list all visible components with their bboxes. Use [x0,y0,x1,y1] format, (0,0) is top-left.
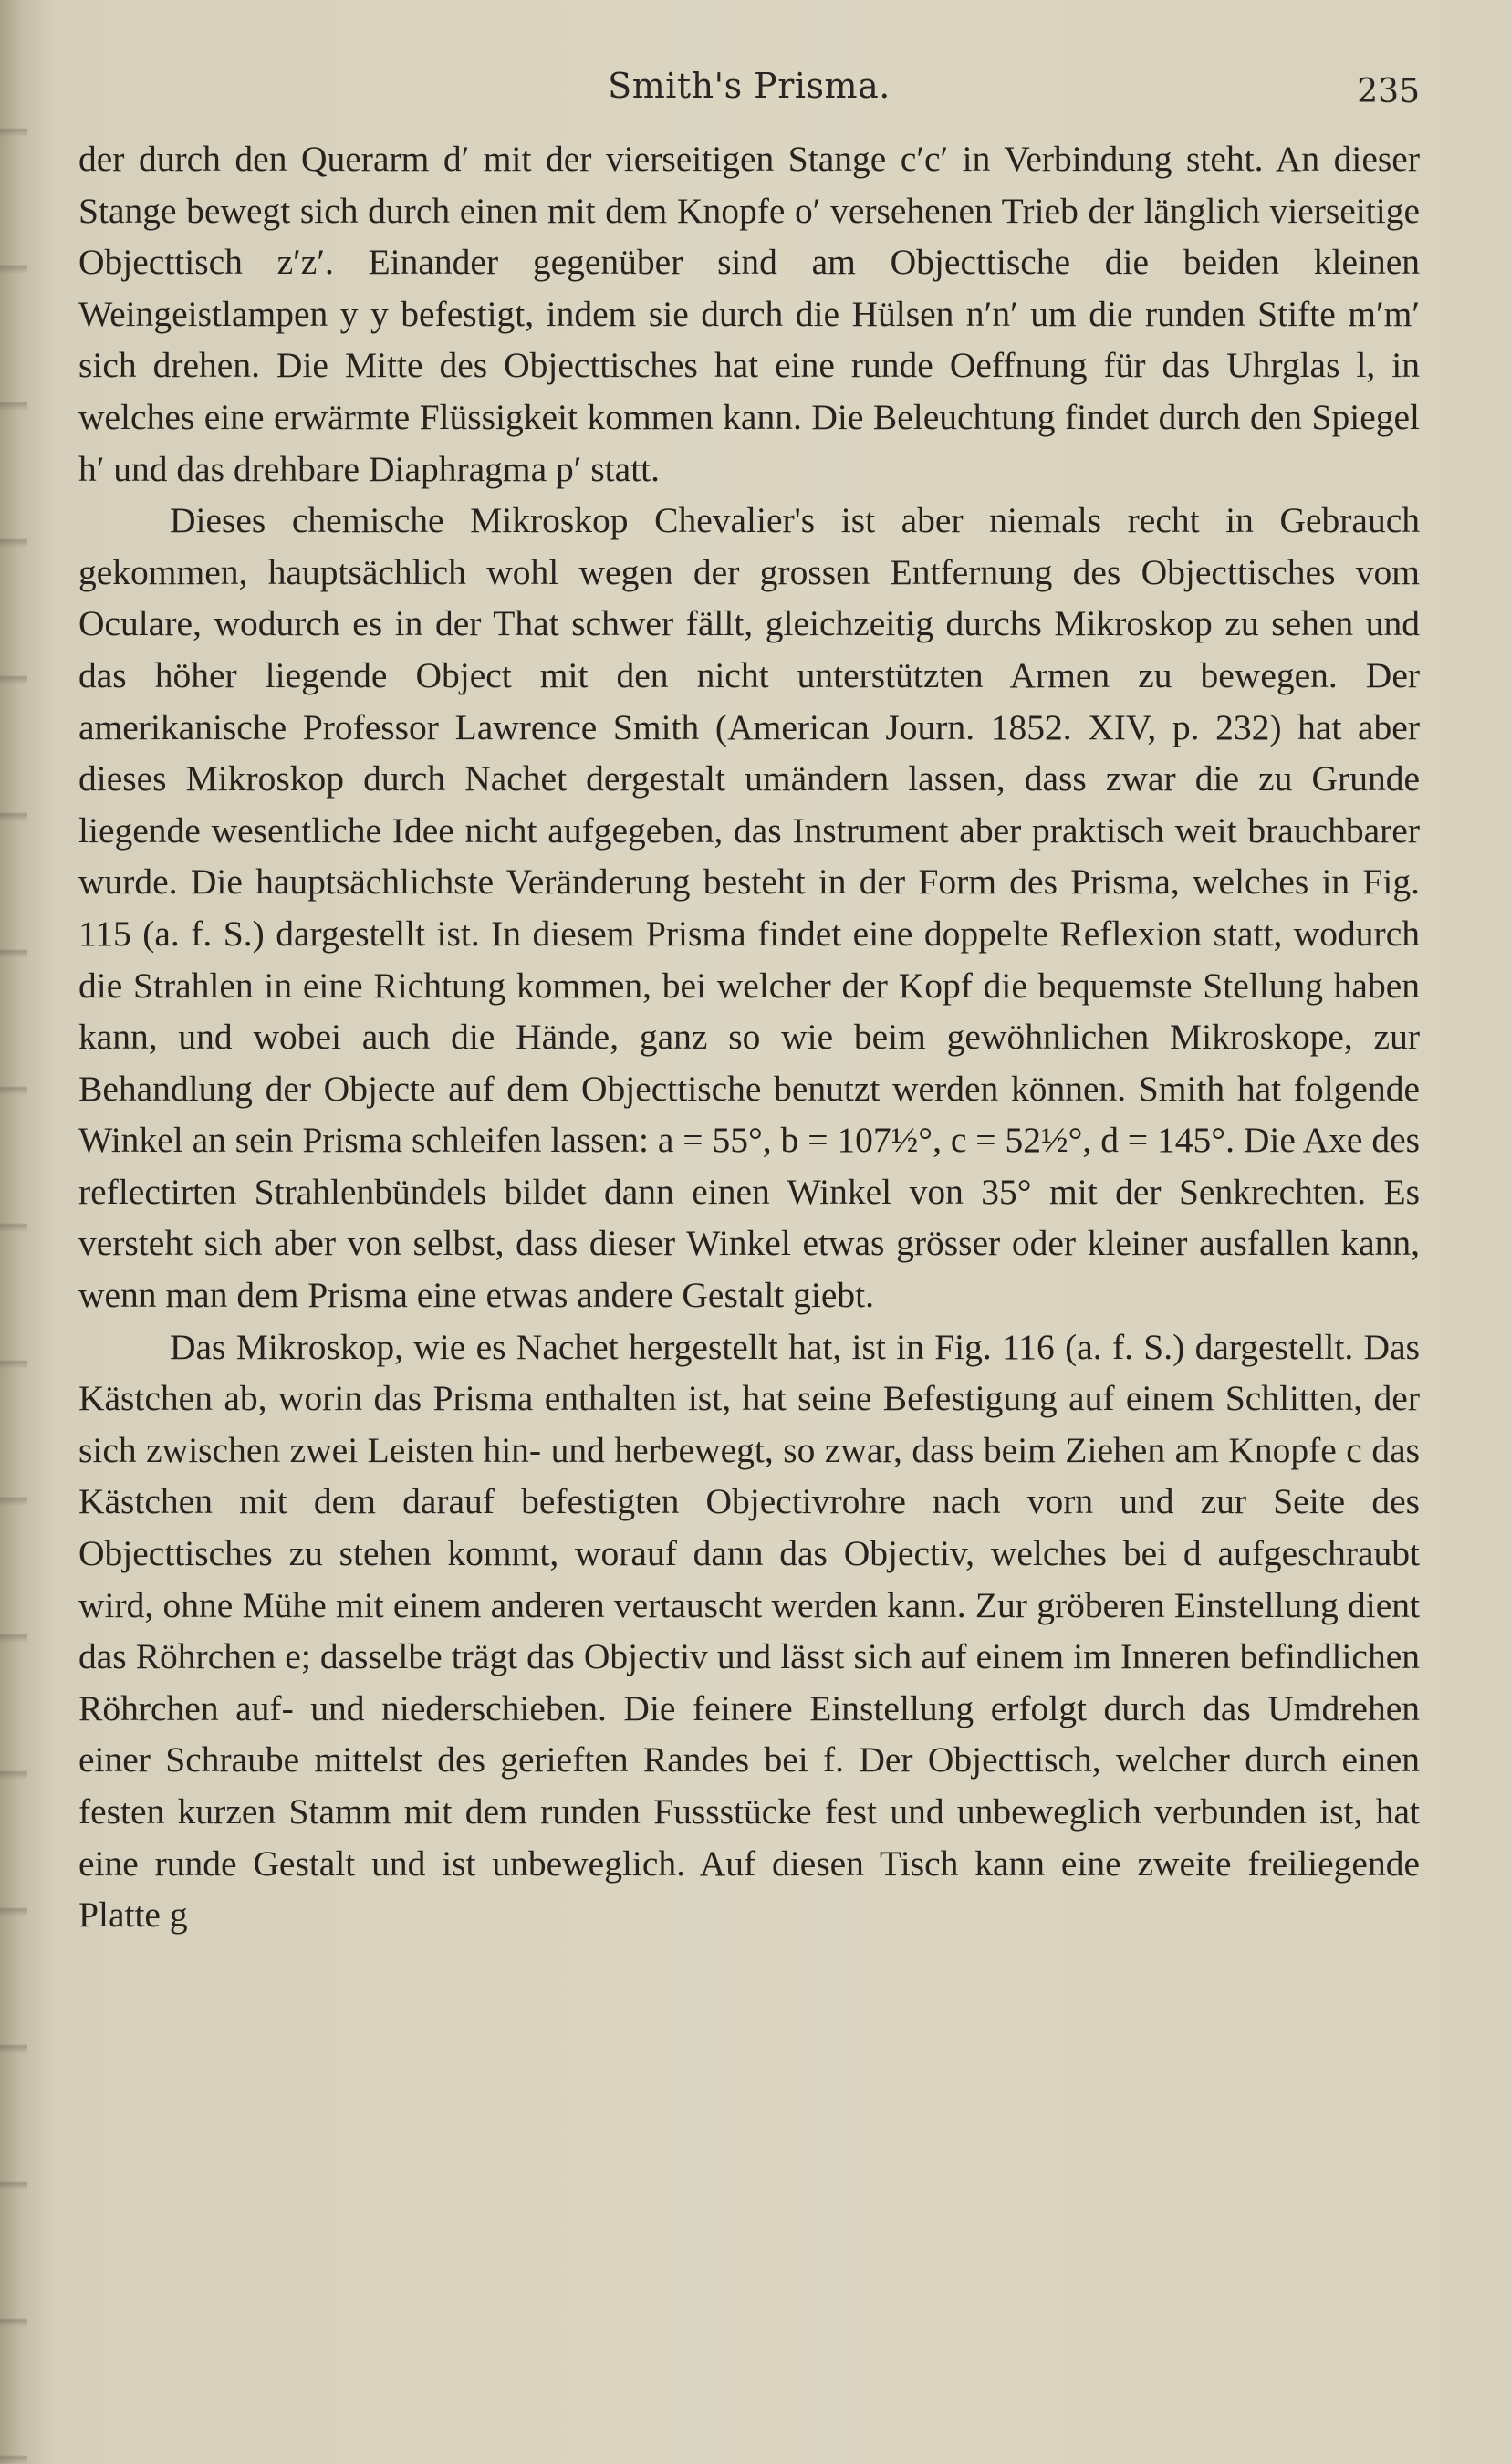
body-text [78,133,1420,1941]
page-number: 235 [1357,73,1420,110]
paragraph-nachet-microscope: Das Mikroskop, wie es Nachet hergestellt hat, ist in Fig. 116 (a. f. S.) dargestellt. Das Kästchen ab, worin das Prisma enthalten ist, hat seine Befestigung auf einem Schlitten, der sich zwischen zwei Leisten hin- und herbewegt, so zwar, dass beim Ziehen am Knopfe c das Kästchen mit dem darauf befestigten Objectivrohre nach vorn und zur Seite des Objecttisches zu stehen kommt, worauf dann das Objectiv, welches bei d aufgeschraubt wird, ohne Mühe mit einem anderen vertauscht werden kann. Zur gröberen Einstellung dient das Röhrchen e; dasselbe trägt das Objectiv und lässt sich auf einem im Inneren befindlichen Röhrchen auf- und niederschieben. Die feinere Einstellung erfolgt durch das Umdrehen einer Schraube mittelst des gerieften Randes bei f. Der Objecttisch, welcher durch einen festen kurzen Stamm mit dem runden Fussstücke fest und unbeweglich verbunden ist, hat eine runde Gestalt und ist unbeweglich. Auf diesen Tisch kann eine zweite freiliegende Platte g [78,1326,1420,1936]
page-gutter [0,0,27,2464]
running-title: Smith's Prisma. [608,66,891,106]
page-header [78,66,1420,120]
paragraph-chemical-microscope: Dieses chemische Mikroskop Chevalier's ist aber niemals recht in Gebrauch gekommen, hauptsächlich wohl wegen der grossen Entfernung des Objecttisches vom Oculare, wodurch es in der That schwer fällt, gleichzeitig durchs Mikroskop zu sehen und das höher liegende Object mit den nicht unterstützten Armen zu bewegen. Der amerikanische Professor Lawrence Smith (American Journ. 1852. XIV, p. 232) hat aber dieses Mikroskop durch Nachet dergestalt umändern lassen, dass zwar die zu Grunde liegende wesentliche Idee nicht aufgegeben, das Instrument aber praktisch weit brauchbarer wurde. Die hauptsächlichste Veränderung besteht in der Form des Prisma, welches in Fig. 115 (a. f. S.) dargestellt ist. In diesem Prisma findet eine doppelte Reflexion statt, wodurch die Strahlen in eine Richtung kommen, bei welcher der Kopf die bequemste Stellung haben kann, und wobei auch die Hände, ganz so wie beim gewöhnlichen Mikroskope, zur Behandlung der Objecte auf dem Objecttische benutzt werden können. Smith hat folgende Winkel an sein Prisma schleifen lassen: a = 55°, b = 107½°, c = 52½°, d = 145°. Die Axe des reflectirten Strahlenbündels bildet dann einen Winkel von 35° mit der Senkrechten. Es versteht sich aber von selbst, dass dieser Winkel etwas grösser oder kleiner ausfallen kann, wenn man dem Prisma eine etwas andere Gestalt giebt. [78,500,1420,1316]
paragraph-continuation: der durch den Querarm d′ mit der vierseitigen Stange c′c′ in Verbindung steht. An dieser Stange bewegt sich durch einen mit dem Knopfe o′ versehenen Trieb der länglich vierseitige Objecttisch z′z′. Einander gegenüber sind am Objecttische die beiden kleinen Weingeistlampen y y befestigt, indem sie durch die Hülsen n′n′ um die runden Stifte m′m′ sich drehen. Die Mitte des Objecttisches hat eine runde Oeffnung für das Uhrglas l, in welches eine erwärmte Flüssigkeit kommen kann. Die Beleuchtung findet durch den Spiegel h′ und das drehbare Diaphragma p′ statt. [78,139,1420,489]
